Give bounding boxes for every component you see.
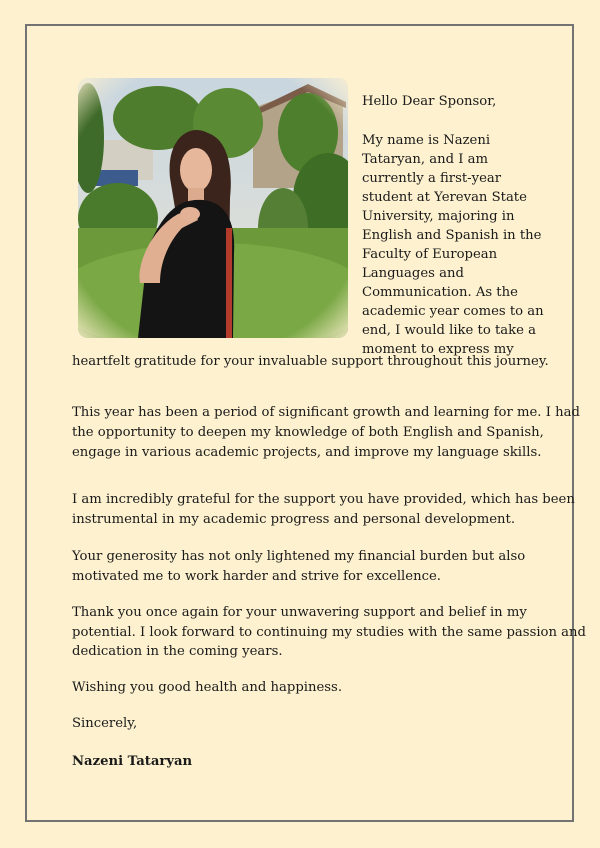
paragraph-5-line: dedication in the coming years. [72, 644, 283, 659]
greeting: Hello Dear Sponsor, [362, 94, 497, 109]
paragraph-4-line: Your generosity has not only lightened my financial burden but also [72, 549, 526, 564]
intro-line: English and Spanish in the [362, 228, 542, 243]
closing: Sincerely, [72, 716, 138, 731]
intro-line: My name is Nazeni [362, 133, 491, 148]
paragraph-5-line: Thank you once again for your unwavering support and belief in my [72, 605, 527, 620]
paragraph-5-line: potential. I look forward to continuing my studies with the same passion and [72, 625, 586, 640]
intro-line: Communication. As the [362, 285, 518, 300]
intro-tail: heartfelt gratitude for your invaluable support throughout this journey. [72, 354, 549, 369]
intro-line: Faculty of European [362, 247, 498, 262]
wishes-line: Wishing you good health and happiness. [72, 680, 343, 695]
paragraph-2-line: the opportunity to deepen my knowledge of both English and Spanish, [72, 425, 544, 440]
intro-line: currently a first-year [362, 171, 502, 186]
paragraph-2-line: This year has been a period of significant growth and learning for me. I had [72, 405, 580, 420]
signature-name: Nazeni Tataryan [72, 754, 193, 769]
paragraph-4-line: motivated me to work harder and strive for excellence. [72, 569, 441, 584]
intro-line: moment to express my [362, 342, 514, 357]
paragraph-2-line: engage in various academic projects, and improve my language skills. [72, 445, 542, 460]
intro-line: academic year comes to an [362, 304, 544, 319]
paragraph-3-line: instrumental in my academic progress and personal development. [72, 512, 516, 527]
intro-line: student at Yerevan State [362, 190, 527, 205]
paragraph-3-line: I am incredibly grateful for the support you have provided, which has been [72, 492, 575, 507]
student-photo [78, 78, 348, 338]
intro-line: Languages and [362, 266, 464, 281]
intro-line: Tataryan, and I am [362, 152, 489, 167]
intro-line: end, I would like to take a [362, 323, 536, 338]
intro-line: University, majoring in [362, 209, 515, 224]
